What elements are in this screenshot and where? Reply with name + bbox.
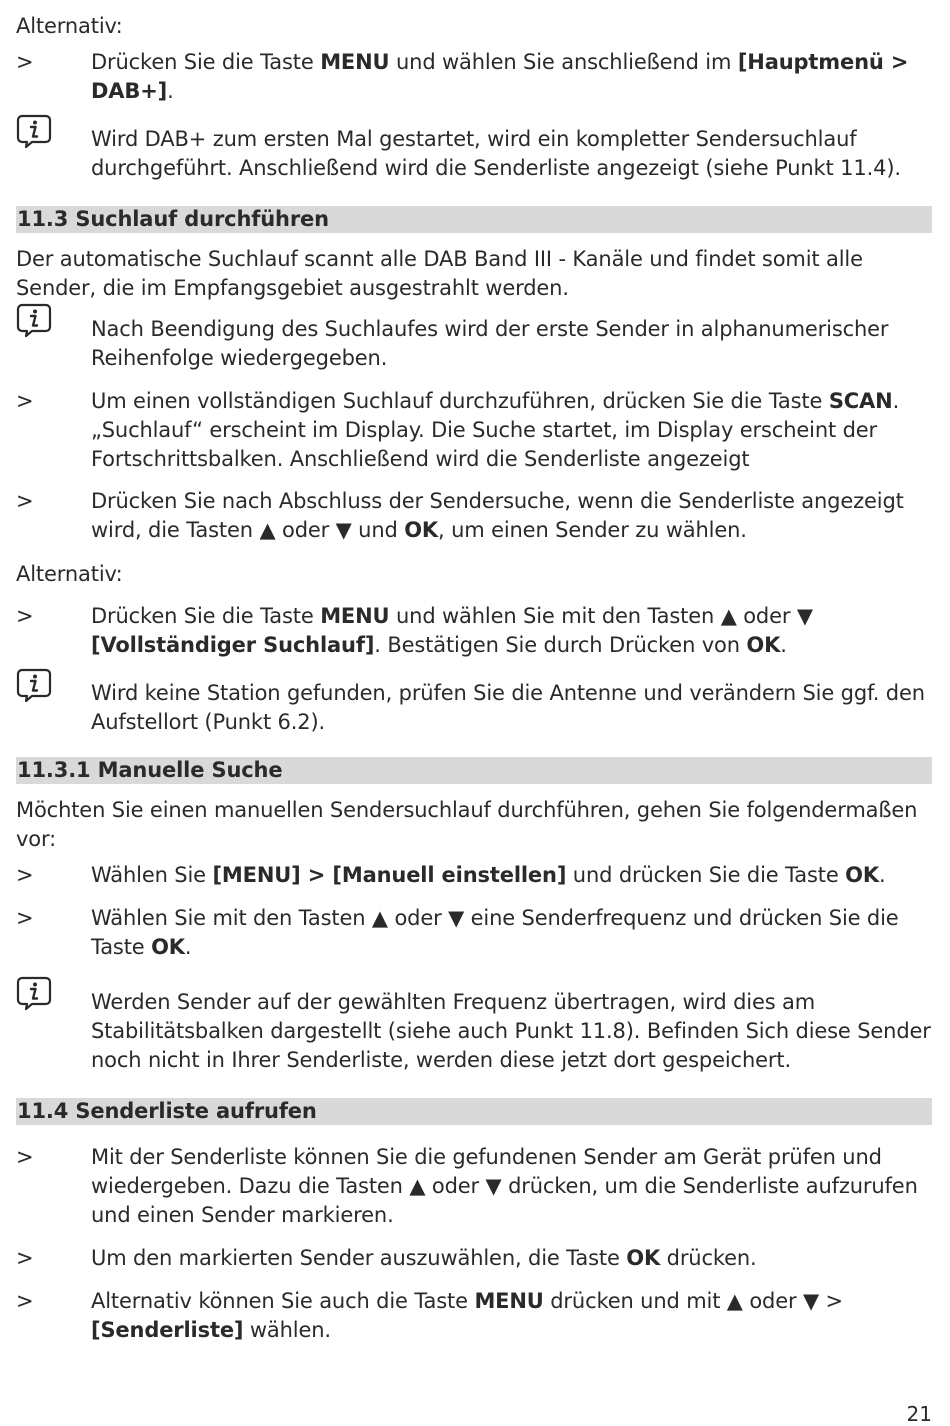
section-heading-11-3: 11.3 Suchlauf durchführen bbox=[16, 206, 932, 233]
info-text: Werden Sender auf der gewählten Frequenz übertragen, wird dies am Stabilitätsbalken dargestellt (siehe auch Punkt 11.8). Befinden Sich diese Sender noch nicht in Ihrer Senderliste, werden diese jetzt dort gespeichert. bbox=[91, 990, 931, 1072]
bullet-marker: > bbox=[16, 389, 34, 413]
section-heading-11-3-1: 11.3.1 Manuelle Suche bbox=[16, 757, 932, 784]
page-number: 21 bbox=[906, 1402, 932, 1426]
bullet-text: Drücken Sie die Taste MENU und wählen Sie mit den Tasten ▲ oder ▼ [Vollständiger Suchlauf]. Bestätigen Sie durch Drücken von OK. bbox=[91, 604, 813, 657]
info-icon bbox=[16, 113, 52, 149]
paragraph-alternativ-2: Alternativ: bbox=[16, 562, 123, 586]
bullet-text: Drücken Sie nach Abschluss der Sendersuche, wenn die Senderliste angezeigt wird, die Tasten ▲ oder ▼ und OK, um einen Sender zu wählen. bbox=[91, 489, 904, 542]
bullet-marker: > bbox=[16, 50, 34, 74]
bullet-text: Drücken Sie die Taste MENU und wählen Sie anschließend im [Hauptmenü > DAB+]. bbox=[91, 50, 909, 103]
section-heading-11-4: 11.4 Senderliste aufrufen bbox=[16, 1098, 932, 1125]
bullet-text: Alternativ können Sie auch die Taste MENU drücken und mit ▲ oder ▼ > [Senderliste] wählen. bbox=[91, 1289, 843, 1342]
bullet-marker: > bbox=[16, 1289, 34, 1313]
bullet-marker: > bbox=[16, 1145, 34, 1169]
paragraph-intro: Der automatische Suchlauf scannt alle DAB Band III - Kanäle und findet somit alle Sender, die im Empfangsgebiet ausgestrahlt werden. bbox=[16, 247, 863, 300]
info-text: Wird DAB+ zum ersten Mal gestartet, wird ein kompletter Sendersuchlauf durchgeführt. Anschließend wird die Senderliste angezeigt (siehe Punkt 11.4). bbox=[91, 127, 901, 180]
info-icon bbox=[16, 302, 52, 338]
bullet-text: Um den markierten Sender auszuwählen, die Taste OK drücken. bbox=[91, 1246, 757, 1270]
info-text: Wird keine Station gefunden, prüfen Sie die Antenne und verändern Sie ggf. den Aufstellort (Punkt 6.2). bbox=[91, 681, 925, 734]
paragraph-manual-intro: Möchten Sie einen manuellen Sendersuchlauf durchführen, gehen Sie folgendermaßen vor: bbox=[16, 798, 918, 851]
bullet-marker: > bbox=[16, 1246, 34, 1270]
bullet-marker: > bbox=[16, 863, 34, 887]
bullet-text: Wählen Sie mit den Tasten ▲ oder ▼ eine Senderfrequenz und drücken Sie die Taste OK. bbox=[91, 906, 899, 959]
bullet-marker: > bbox=[16, 906, 34, 930]
bullet-marker: > bbox=[16, 604, 34, 628]
bullet-text: Mit der Senderliste können Sie die gefundenen Sender am Gerät prüfen und wiedergeben. Dazu die Tasten ▲ oder ▼ drücken, um die Senderliste aufzurufen und einen Sender markieren. bbox=[91, 1145, 918, 1227]
info-text: Nach Beendigung des Suchlaufes wird der erste Sender in alphanumerischer Reihenfolge wiedergegeben. bbox=[91, 317, 889, 370]
info-icon bbox=[16, 975, 52, 1011]
info-icon bbox=[16, 667, 52, 703]
paragraph-alternativ-1: Alternativ: bbox=[16, 14, 123, 38]
bullet-text: Wählen Sie [MENU] > [Manuell einstellen] und drücken Sie die Taste OK. bbox=[91, 863, 886, 887]
bullet-text: Um einen vollständigen Suchlauf durchzuführen, drücken Sie die Taste SCAN. „Suchlauf“ erscheint im Display. Die Suche startet, im Display erscheint der Fortschrittsbalken. Anschließend wird die Senderliste angezeigt bbox=[91, 389, 900, 471]
bullet-marker: > bbox=[16, 489, 34, 513]
